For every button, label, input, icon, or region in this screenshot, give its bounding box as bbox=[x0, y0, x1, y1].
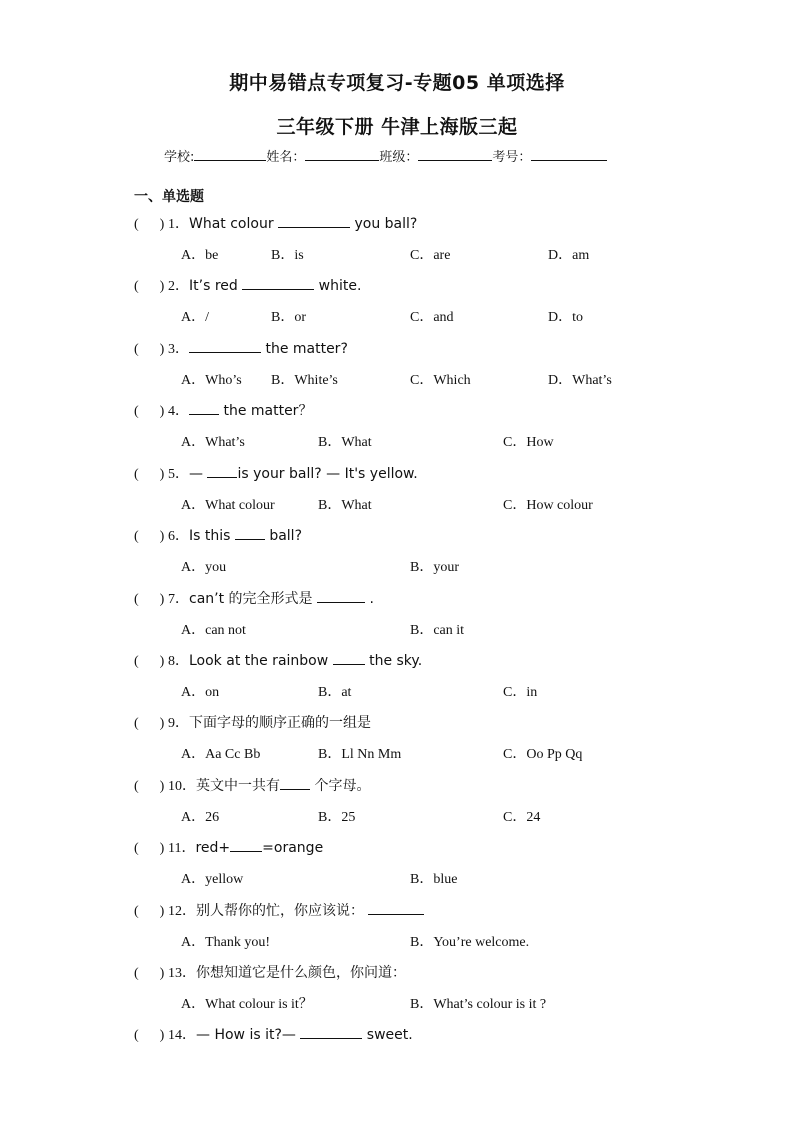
question-number: 3． bbox=[168, 342, 189, 357]
option-c[interactable]: C．Oo Pp Qq bbox=[503, 747, 583, 762]
option-d[interactable]: D．am bbox=[548, 248, 590, 263]
question-5 bbox=[134, 463, 418, 483]
option-c[interactable]: C．in bbox=[503, 685, 538, 700]
question-text: can’t 的完全形式是 bbox=[189, 591, 317, 607]
answer-paren[interactable]: ( ) bbox=[134, 716, 165, 731]
question-number: 14． bbox=[168, 1028, 196, 1043]
section-heading: 一、单选题 bbox=[134, 189, 204, 205]
question-6 bbox=[134, 525, 302, 545]
question-14 bbox=[134, 1024, 413, 1044]
option-d[interactable]: D．What’s bbox=[548, 373, 612, 388]
school-blank[interactable] bbox=[194, 148, 266, 161]
answer-paren[interactable]: ( ) bbox=[134, 966, 165, 981]
answer-blank[interactable] bbox=[230, 840, 262, 852]
answer-paren[interactable]: ( ) bbox=[134, 841, 165, 856]
question-text-after-blank: white. bbox=[314, 278, 362, 294]
question-number: 4． bbox=[168, 404, 189, 419]
option-c[interactable]: C．24 bbox=[503, 810, 541, 825]
question-text: What colour bbox=[189, 216, 279, 232]
option-b[interactable]: B．can it bbox=[410, 623, 465, 638]
option-c[interactable]: C．Which bbox=[410, 373, 471, 388]
question-text: — bbox=[189, 466, 208, 482]
question-number: 12． bbox=[168, 904, 196, 919]
question-number: 6． bbox=[168, 529, 189, 544]
question-number: 5． bbox=[168, 467, 189, 482]
answer-blank[interactable] bbox=[300, 1027, 362, 1039]
question-9 bbox=[134, 712, 371, 732]
option-b[interactable]: B．blue bbox=[410, 872, 458, 887]
answer-paren[interactable]: ( ) bbox=[134, 217, 165, 232]
answer-paren[interactable]: ( ) bbox=[134, 529, 165, 544]
name-label: 姓名： bbox=[266, 150, 306, 165]
option-b[interactable]: B．is bbox=[271, 248, 304, 263]
name-blank[interactable] bbox=[305, 148, 379, 161]
option-a[interactable]: A．What’s bbox=[181, 435, 245, 450]
option-b[interactable]: B．or bbox=[271, 310, 306, 325]
question-text-after-blank: the matter? bbox=[261, 341, 348, 357]
option-b[interactable]: B．What’s colour is it ? bbox=[410, 997, 547, 1012]
question-text-after-blank: 个字母。 bbox=[310, 778, 371, 794]
exam-number-label: 考号： bbox=[492, 150, 532, 165]
option-a[interactable]: A．What colour bbox=[181, 498, 275, 513]
question-number: 13． bbox=[168, 966, 196, 981]
question-number: 9． bbox=[168, 716, 189, 731]
question-text: It’s red bbox=[189, 278, 243, 294]
answer-blank[interactable] bbox=[189, 341, 261, 353]
option-c[interactable]: C．are bbox=[410, 248, 451, 263]
question-text-after-blank: the matter？ bbox=[219, 403, 313, 419]
answer-paren[interactable]: ( ) bbox=[134, 1028, 165, 1043]
option-c[interactable]: C．How bbox=[503, 435, 554, 450]
answer-paren[interactable]: ( ) bbox=[134, 279, 165, 294]
question-text-after-blank: . bbox=[365, 591, 374, 607]
question-13 bbox=[134, 962, 406, 982]
option-b[interactable]: B．at bbox=[318, 685, 352, 700]
option-b[interactable]: B．your bbox=[410, 560, 459, 575]
question-text-after-blank: sweet. bbox=[362, 1027, 413, 1043]
question-text: 英文中一共有 bbox=[196, 778, 280, 794]
question-text: 你想知道它是什么颜色，你问道： bbox=[196, 965, 406, 981]
question-number: 8． bbox=[168, 654, 189, 669]
question-number: 11． bbox=[168, 841, 196, 856]
answer-blank[interactable] bbox=[235, 528, 265, 540]
question-text: 别人帮你的忙，你应该说： bbox=[196, 903, 369, 919]
option-d[interactable]: D．to bbox=[548, 310, 583, 325]
answer-paren[interactable]: ( ) bbox=[134, 904, 165, 919]
page-title: 期中易错点专项复习-专题05 单项选择 bbox=[229, 72, 565, 94]
answer-paren[interactable]: ( ) bbox=[134, 467, 165, 482]
option-a[interactable]: A．on bbox=[181, 685, 220, 700]
class-blank[interactable] bbox=[418, 148, 492, 161]
option-a[interactable]: A．Aa Cc Bb bbox=[181, 747, 261, 762]
question-text-after-blank: is your ball? — It's yellow. bbox=[237, 466, 418, 482]
answer-blank[interactable] bbox=[242, 278, 314, 290]
question-text-after-blank: =orange bbox=[262, 840, 324, 856]
question-text-after-blank: the sky. bbox=[364, 653, 423, 669]
class-label: 班级： bbox=[379, 150, 419, 165]
answer-blank[interactable] bbox=[368, 903, 424, 915]
option-a[interactable]: A．Thank you! bbox=[181, 935, 271, 950]
question-1 bbox=[134, 213, 417, 233]
option-a[interactable]: A．26 bbox=[181, 810, 220, 825]
question-text: Look at the rainbow bbox=[189, 653, 333, 669]
option-a[interactable]: A．What colour is it？ bbox=[181, 997, 313, 1012]
answer-paren[interactable]: ( ) bbox=[134, 404, 165, 419]
question-text-after-blank: ball? bbox=[264, 528, 303, 544]
question-11 bbox=[134, 837, 323, 857]
answer-paren[interactable]: ( ) bbox=[134, 654, 165, 669]
option-b[interactable]: B．White’s bbox=[271, 373, 338, 388]
question-number: 10． bbox=[168, 779, 196, 794]
question-text: red+ bbox=[195, 840, 231, 856]
option-a[interactable]: A．can not bbox=[181, 623, 246, 638]
option-c[interactable]: C．and bbox=[410, 310, 454, 325]
answer-blank[interactable] bbox=[333, 653, 365, 665]
option-b[interactable]: B．25 bbox=[318, 810, 356, 825]
question-3 bbox=[134, 338, 348, 358]
answer-paren[interactable]: ( ) bbox=[134, 779, 165, 794]
exam-number-blank[interactable] bbox=[531, 148, 607, 161]
option-b[interactable]: B．What bbox=[318, 498, 372, 513]
question-7 bbox=[134, 588, 374, 608]
option-a[interactable]: A．Who’s bbox=[181, 373, 242, 388]
question-number: 1． bbox=[168, 217, 189, 232]
page-subtitle: 三年级下册 牛津上海版三起 bbox=[276, 116, 518, 138]
answer-blank[interactable] bbox=[278, 216, 350, 228]
option-a[interactable]: A．you bbox=[181, 560, 227, 575]
question-text: 下面字母的顺序正确的一组是 bbox=[189, 715, 371, 731]
option-c[interactable]: C．How colour bbox=[503, 498, 593, 513]
question-text: Is this bbox=[189, 528, 235, 544]
question-2 bbox=[134, 275, 361, 295]
question-8 bbox=[134, 650, 422, 670]
option-b[interactable]: B．Ll Nn Mm bbox=[318, 747, 402, 762]
student-info-line bbox=[164, 146, 607, 165]
answer-paren[interactable]: ( ) bbox=[134, 342, 165, 357]
question-text: — How is it?— bbox=[196, 1027, 301, 1043]
option-a[interactable]: A．/ bbox=[181, 310, 209, 325]
question-4 bbox=[134, 400, 312, 420]
question-number: 7． bbox=[168, 592, 189, 607]
answer-blank[interactable] bbox=[207, 466, 237, 478]
answer-blank[interactable] bbox=[317, 591, 365, 603]
question-number: 2． bbox=[168, 279, 189, 294]
question-text-after-blank: you ball? bbox=[350, 216, 418, 232]
option-b[interactable]: B．What bbox=[318, 435, 372, 450]
answer-blank[interactable] bbox=[189, 403, 219, 415]
option-a[interactable]: A．yellow bbox=[181, 872, 244, 887]
school-label: 学校: bbox=[164, 150, 195, 165]
answer-paren[interactable]: ( ) bbox=[134, 592, 165, 607]
question-10 bbox=[134, 775, 370, 795]
option-b[interactable]: B．You’re welcome. bbox=[410, 935, 530, 950]
answer-blank[interactable] bbox=[280, 778, 310, 790]
option-a[interactable]: A．be bbox=[181, 248, 219, 263]
question-12 bbox=[134, 900, 424, 920]
